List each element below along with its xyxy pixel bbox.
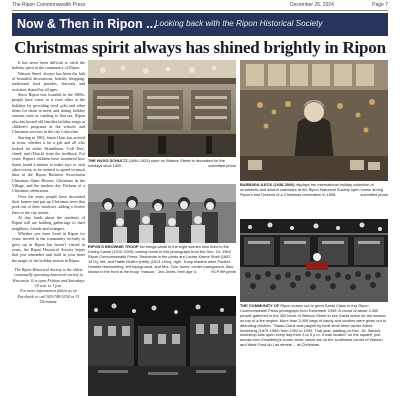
section-banner bbox=[12, 13, 388, 36]
caption-text: displays her international holiday collection of ornaments and advent calendars at the Ripon Historical Society open house during Ripon's first Dickens of a Christmas celebration in 1998. bbox=[240, 183, 383, 197]
brownie-troop-image bbox=[88, 184, 236, 243]
body-paragraph: Starting in 1902, Santa Claus has arrived in town, whether it be a gift and all who looked for either Skimbleton, 'Loft Dos', cheek' and (Dutch) from the feedback. For years, Ripon's children have wondered how Santa found a minute to make toys or visit other towns, as he seemed to spend so much time at the Ripon Business Association Christmas Open Houses, Christmas in the Village, and the modern day Dickens of a Christmas celebration. bbox=[12, 134, 85, 194]
body-paragraph: Over the years people have decorated their homes and put up Christmas trees that peek out of their windows, adding a festive flare to the city streets. bbox=[12, 193, 85, 215]
photo-credit: submitted photo bbox=[208, 162, 236, 168]
caption-lead: THE COMMUNITY OF bbox=[240, 304, 280, 308]
santa-downtown-night-photo bbox=[88, 296, 236, 396]
banner-title: Now & Then in Ripon ... bbox=[17, 17, 157, 31]
caption-lead: THE HUGO SCHULTZ bbox=[88, 159, 128, 163]
caption-brownie-troop bbox=[88, 245, 236, 294]
article-body bbox=[12, 60, 85, 396]
caption-text: (1846-1925) store on Watson Street is decorated for the holidays circa 1900. bbox=[88, 159, 225, 168]
header-rule bbox=[12, 10, 388, 11]
caption-text: Ripon comes out to greet Santa Claus in this Ripon Commonwealth Press photograph from December 1949. A crowd of about 3,500 people gathered in the 300 block of Watson Street to see Santa arrive for the season on top of a fire engine. More than 3,000 bags of candy and cookies were given out to attending children. "Santa Claus was played by local shoe store owner Arthur Ihmelberg (1879-1950) from 1902 to 1949. That year, starting on Dec. 16, Santa's workshop was open every day from 3 to 5 p.m. It was located "on the square" just across from Ihmelberg's corner store, which sat on the southwest corner of Watson and West Fond du Lac streets ... at Christmas. bbox=[240, 304, 386, 348]
caption-lead: RIPON'S BROWNIE TROOP bbox=[88, 245, 139, 249]
santa-crowd-image bbox=[240, 219, 388, 302]
page-header bbox=[12, 2, 388, 10]
photo-credit: submitted photo bbox=[360, 191, 388, 197]
society-contact-note: For more information follow us on Facebook or call 920-748-5354 or 31 Christmas. bbox=[17, 288, 80, 305]
article-headline: Christmas spirit always has shined brightly in Ripon bbox=[14, 38, 386, 57]
header-date: December 26, 2024 bbox=[290, 2, 334, 8]
barbara-ileck-image bbox=[240, 60, 388, 181]
downtown-night-image bbox=[88, 296, 236, 396]
body-paragraph: Watson Street' always has been the hub of beautiful decorations, holiday shopping, traditional food parades, festivals and activities shared by all ages. bbox=[12, 70, 85, 92]
barbara-ileck-ornaments-photo bbox=[240, 60, 388, 181]
caption-lead: BARBARA ILECK (1938-2000) bbox=[240, 183, 295, 187]
caption-text: No brings cards to the eight women who lived in the Dorthy Larsel (1910-2009) nursing home in this photograph from the Dec. 24, 1964 Ripon Commonwealth Press. Residents in the photo are Louise Keene Shell (1887-1974), left, and Hattie Mullen (Hetti) (1874-19xx), right. Troop leaders were Pauline Humble Hammerling, left background, and Mrs. Tom Jones, center background. Also shown in the front is the troop "mascot," Jan Jones, then age 4. bbox=[88, 245, 234, 274]
body-paragraph: Since Ripon was founded in the 1800s, people have come to it each other at the holidays by providing food, gifts and other items for those in need, and during holiday seasons such as caroling to that tax. Ripon also has hosted old families holiday songs at children's programs at the schools and Christmas services in the city's churches. bbox=[12, 92, 85, 135]
header-page-number: Page 7 bbox=[372, 2, 388, 8]
society-note: The Ripon Historical Society is the oldest continually operating historical society in Wisconsin. It is open Fridays and Saturdays 10 a.m. to 1 p.m. bbox=[12, 267, 85, 289]
body-paragraph: At day, lands about the residents of Ripon still are holding gatherings to their neighbors, friends and strangers. bbox=[12, 214, 85, 231]
photo-credit: RCP file photo bbox=[211, 268, 236, 274]
banner-subtitle: Looking back with the Ripon Historical Society bbox=[155, 19, 323, 28]
caption-hugo-schultz bbox=[88, 159, 236, 179]
hugo-schultz-store-image bbox=[88, 60, 236, 157]
body-paragraph: It has never been difficult to catch the holiday spirit in the community of Ripon. bbox=[12, 60, 85, 71]
caption-barbara-ileck bbox=[240, 183, 388, 216]
body-paragraph: Whether you have lived in Ripon for years, moved to the community recently or grew up in Ripon but haven't visited in years, the Ripon Historical Society hopes that you remember and hold in your heart the magic of the holiday season in Ripon. bbox=[12, 231, 85, 263]
santa-downtown-night-photo-right bbox=[240, 219, 388, 302]
hugo-schultz-store-photo bbox=[88, 60, 236, 157]
caption-santa-community bbox=[240, 304, 388, 396]
header-publication: The Ripon Commonwealth Press bbox=[12, 2, 86, 8]
brownie-troop-photo bbox=[88, 184, 236, 243]
